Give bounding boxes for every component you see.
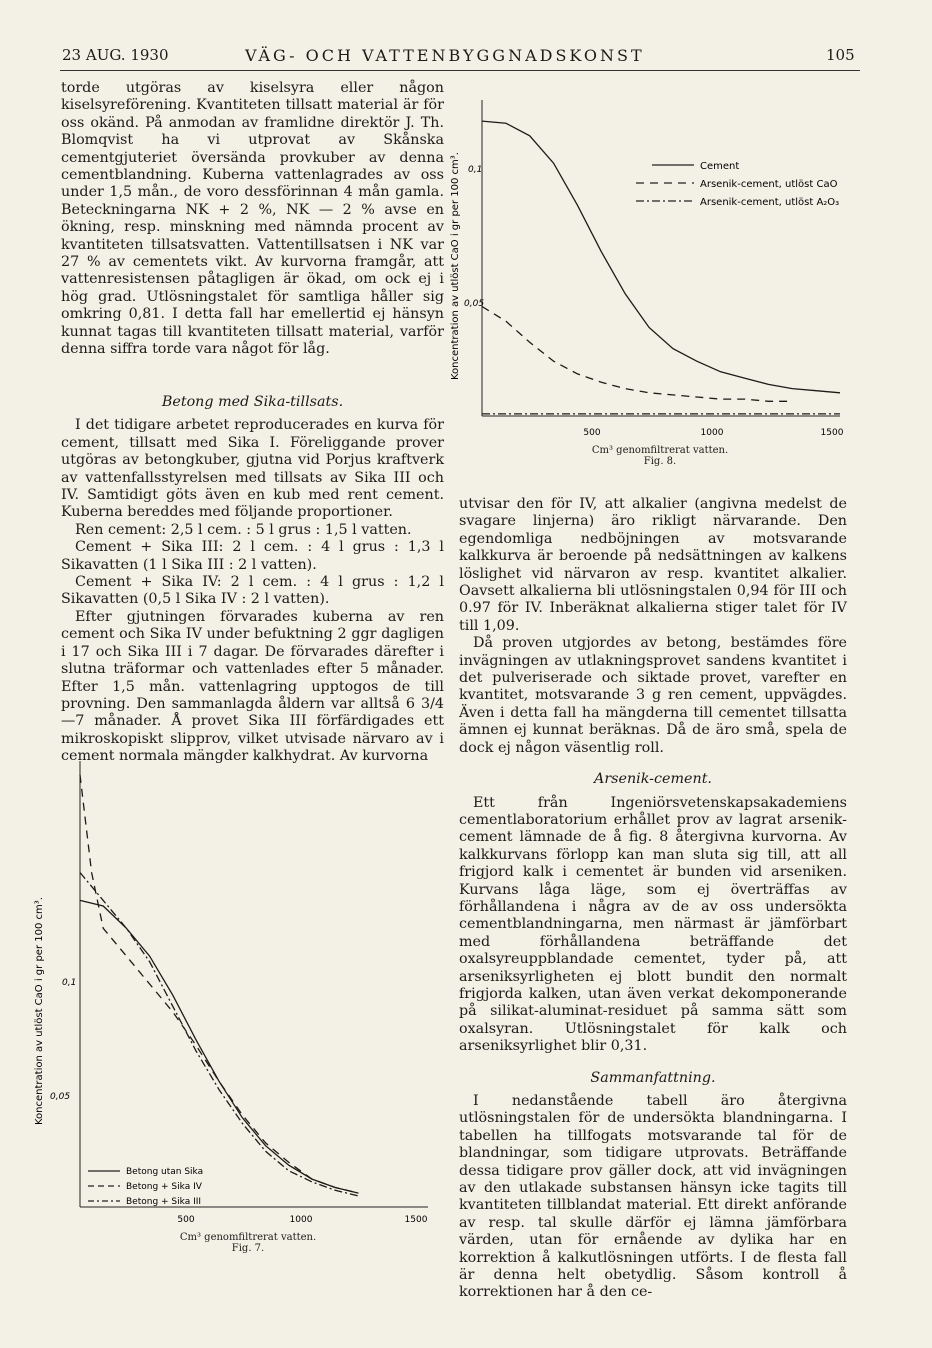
x-tick-label: 1000 (700, 428, 724, 438)
paragraph: Cement + Sika IV: 2 l cem. : 4 l grus : 1,2 l Sikavatten (0,5 l Sika IV : 2 l vatten). (61, 574, 444, 608)
legend (636, 161, 839, 208)
paragraph: Ren cement: 2,5 l cem. : 5 l grus : 1,5 l vatten. (75, 521, 412, 538)
column-right (459, 496, 847, 1302)
paragraph: Ett från Ingeniörsvetenskapsakademiens cementlaboratorium erhållet prov av lagrat arsenik-cement lämnade de å fig. 8 återgivna kurvorna. Av kalkkurvans förlopp kan man sluta sig till, att all frigjord kalk i cementet är bunden vid arseniken. Kurvans låga läge, som ej överträffas av förhållandena i några av de av oss undersökta cementblandningarna, men närmast är jämförbart med förhållandena beträffande det oxalsyreuppblandade cementet, tyder på, att arseniksyrligheten ej blott bundit den normalt frigjorda kalken, utan även verkat dekomponerande på silikat-aluminat-residuet på samma sätt som oxalsyran. Utlösningstalet för kalk och arseniksyrlighet blir 0,31. (459, 794, 847, 1055)
paragraph: I det tidigare arbetet reproducerades en kurva för cement, tillsatt med Sika I. Föreliggande prover utgöras av betongkuber, gjutna vid Porjus kraftverk av vattenfallsstyrelsen med tillsats av Sika III och IV. Samtidigt göts även en kub med rent cement. Kuberna bereddes med följande proportioner. (61, 417, 444, 521)
page-number: 105 (826, 46, 855, 64)
series-line-1 (80, 900, 358, 1193)
paragraph: torde utgöras av kiselsyra eller någon kiselsyreförening. Kvantiteten tillsatt material är för oss okänd. På anmodan av framlidne direktör J. Th. Blomqvist ha vi utprovat av Skånska cementgjuteriet översända provkuber av denna cementblandning. Kuberna vattenlagrades av oss under 1,5 mån., de voro dessförinnan 4 mån gamla. Beteckningarna NK + 2 %, NK — 2 % avse en ökning, resp. minskning med nämnda procent av kvantiteten tillsatsvatten. Vattentillsatsen i NK var 27 % av cementets vikt. Av kurvorna framgår, att vattenresistensen påtagligen är ökad, om ock ej i hög grad. Utlösningstalet för samtliga håller sig omkring 0,81. I detta fall har emellertid ej hänsyn kunnat tagas till kvantiteten tillsatt material, varför denna siffra torde vara något för låg. (61, 80, 444, 358)
paragraph: Cement + Sika III: 2 l cem. : 4 l grus : 1,3 l Sikavatten (1 l Sika III : 2 l vatten). (61, 539, 444, 573)
figure-label: Fig. 8. (643, 456, 677, 467)
section-sika (61, 380, 444, 766)
y-tick-label: 0,05 (50, 1092, 71, 1102)
figure-label: Fig. 7. (231, 1243, 265, 1254)
y-axis-label: Koncentration av utlöst CaO i gr per 100 cm³. (34, 897, 45, 1125)
section-heading: Arsenik-cement. (594, 771, 712, 788)
series-line-3 (80, 873, 358, 1196)
section-heading: Betong med Sika-tillsats. (161, 394, 344, 410)
figure-8-chart (440, 80, 880, 480)
figure-8-caption (560, 445, 760, 467)
figure-7-chart (28, 755, 448, 1235)
legend-label: Betong + Sika IV (126, 1182, 202, 1192)
y-tick-label: 0,1 (62, 978, 77, 988)
legend-label: Cement (700, 161, 740, 172)
column-left-top (61, 80, 444, 359)
x-tick-label: 1500 (820, 428, 844, 438)
legend-label: Arsenik-cement, utlöst CaO (700, 179, 838, 190)
y-tick-label: 0,1 (468, 165, 483, 175)
paragraph: utvisar den för IV, att alkalier (angivna medelst de svagare linjerna) äro rikligt närvarande. Den egendomliga nedböjningen av motsvarande kalkkurva är beroende på nedsättningen av kalkens löslighet vid närvaron av resp. kvantitet alkalier. Oavsett alkalierna bli utlösningstalen 0,94 för III och 0.97 för IV. Inberäknat alkalierna stiger talet för IV till 1,09. (459, 496, 847, 634)
section-heading: Sammanfattning. (590, 1069, 716, 1086)
header-title: VÄG- OCH VATTENBYGGNADSKONST (245, 46, 645, 65)
x-tick-label: 500 (177, 1215, 195, 1225)
series-line-2 (482, 307, 792, 402)
header-rule (60, 70, 860, 71)
series-line-2 (80, 775, 358, 1193)
figure-7-caption (148, 1232, 348, 1254)
header-date: 23 AUG. 1930 (62, 46, 169, 64)
paragraph: Då proven utgjordes av betong, bestämdes före invägningen av utlakningsprovet sandens kvantitet i det pulveriserade och siktade provet, varefter en kvantitet, motsvarande 3 g ren cement, uppvägdes. Även i detta fall ha mängderna till cementet tillsatta ämnen ej kunnat beräknas. Då de äro små, spela de dock ej någon väsentlig roll. (459, 635, 847, 756)
legend-label: Betong + Sika III (126, 1197, 202, 1207)
x-axis-label: Cm³ genomfiltrerat vatten. (179, 1232, 317, 1243)
y-tick-label: 0,05 (464, 299, 485, 309)
x-tick-label: 500 (583, 428, 601, 438)
legend-label: Arsenik-cement, utlöst A₂O₃ (700, 197, 840, 208)
x-tick-label: 1000 (289, 1215, 313, 1225)
paragraph: I nedanstående tabell äro återgivna utlösningstalen för de undersökta blandningarna. I tabellen ha tillfogats motsvarande tal för de blandningar, som tidigare utprovats. Beträffande dessa tidigare prov gäller dock, att vid invägningen av den utlakade substansen hänsyn icke tagits till kvantiteten tillblandat material. Ett direkt anförande av resp. tal skulle därför ej lämna jämförbara värden, utan för ernående av dylika har en korrektion å kalkutlösningen utförts. I de flesta fall är denna helt obetydlig. Såsom kontroll å korrektionen har å den ce- (459, 1093, 847, 1301)
x-axis-label: Cm³ genomfiltrerat vatten. (591, 445, 729, 456)
legend (88, 1167, 203, 1207)
y-axis-label: Koncentration av utlöst CaO i gr per 100 cm³. (450, 152, 461, 380)
legend-label: Betong utan Sika (126, 1167, 204, 1177)
x-tick-label: 1500 (404, 1215, 428, 1225)
series-line-1 (482, 121, 840, 393)
paragraph: Efter gjutningen förvarades kuberna av ren cement och Sika IV under befuktning 2 ggr dagligen i 17 och Sika III i 7 dagar. De förvarades därefter i slutna träformar och vattenlades efter 5 månader. Efter 1,5 mån. vattenlagring upptogos de till provning. Den sammanlagda åldern var alltså 6 3/4—7 månader. Å provet Sika III förfärdigades ett mikroskopiskt slipprov, vilket utvisade närvaro av i cement normala mängder kalkhydrat. Av kurvorna (61, 608, 444, 765)
